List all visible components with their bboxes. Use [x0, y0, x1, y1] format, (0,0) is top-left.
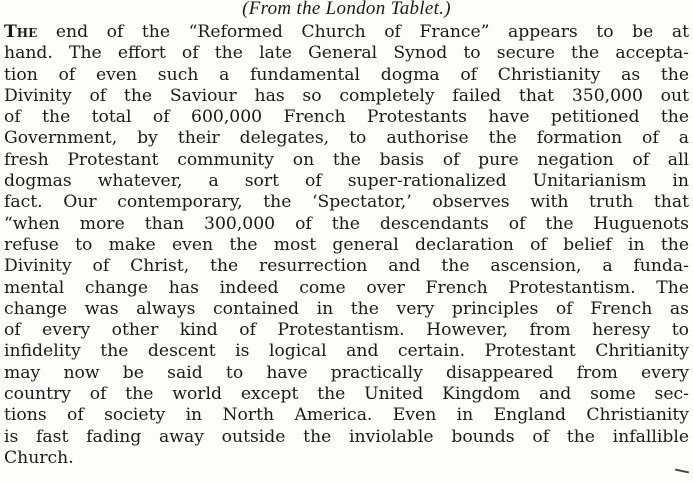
- dash-mark-icon: [675, 469, 689, 474]
- article-line: infidelity the descent is logical and certain. Protestant Chritianity: [4, 341, 689, 362]
- article-line: may now be said to have practically disappeared from every: [4, 362, 689, 383]
- article-line: Divinity of the Saviour has so completely failed that 350,000 out: [4, 85, 689, 106]
- article-first-word: The: [4, 22, 38, 42]
- article-line: of the total of 600,000 French Protestants have petitioned the: [4, 107, 689, 128]
- article-line: “when more than 300,000 of the descendants of the Huguenots: [4, 213, 689, 234]
- article-first-line-text: end of the “Reformed Church of France” appears to be at: [37, 22, 689, 42]
- article-line: mental change has indeed come over French Protestantism. The: [4, 277, 689, 298]
- article-line: dogmas whatever, a sort of super-rationalized Unitarianism in: [4, 171, 689, 192]
- article-line: tions of society in North America. Even in England Christianity: [4, 405, 689, 426]
- article-line: of every other kind of Protestantism. However, from heresy to: [4, 320, 689, 341]
- article-line: refuse to make even the most general declaration of belief in the: [4, 234, 689, 255]
- article-body: [4, 22, 689, 469]
- article-line: change was always contained in the very principles of French as: [4, 298, 689, 319]
- article-line: is fast fading away outside the inviolable bounds of the infallible: [4, 426, 689, 447]
- source-attribution: (From the London Tablet.): [242, 0, 451, 19]
- article-line: fresh Protestant community on the basis of pure negation of all: [4, 149, 689, 170]
- article-line: Government, by their delegates, to authorise the formation of a: [4, 128, 689, 149]
- article-line: tion of even such a fundamental dogma of Christianity as the: [4, 64, 689, 85]
- article-line: country of the world except the United Kingdom and some sec-: [4, 384, 689, 405]
- article-line: Divinity of Christ, the resurrection and the ascension, a funda-: [4, 256, 689, 277]
- article-last-line: Church.: [4, 447, 74, 468]
- article-line: fact. Our contemporary, the ‘Spectator,’ observes with truth that: [4, 192, 689, 213]
- article-line: [4, 22, 689, 43]
- article-line: hand. The effort of the late General Synod to secure the accepta-: [4, 43, 689, 64]
